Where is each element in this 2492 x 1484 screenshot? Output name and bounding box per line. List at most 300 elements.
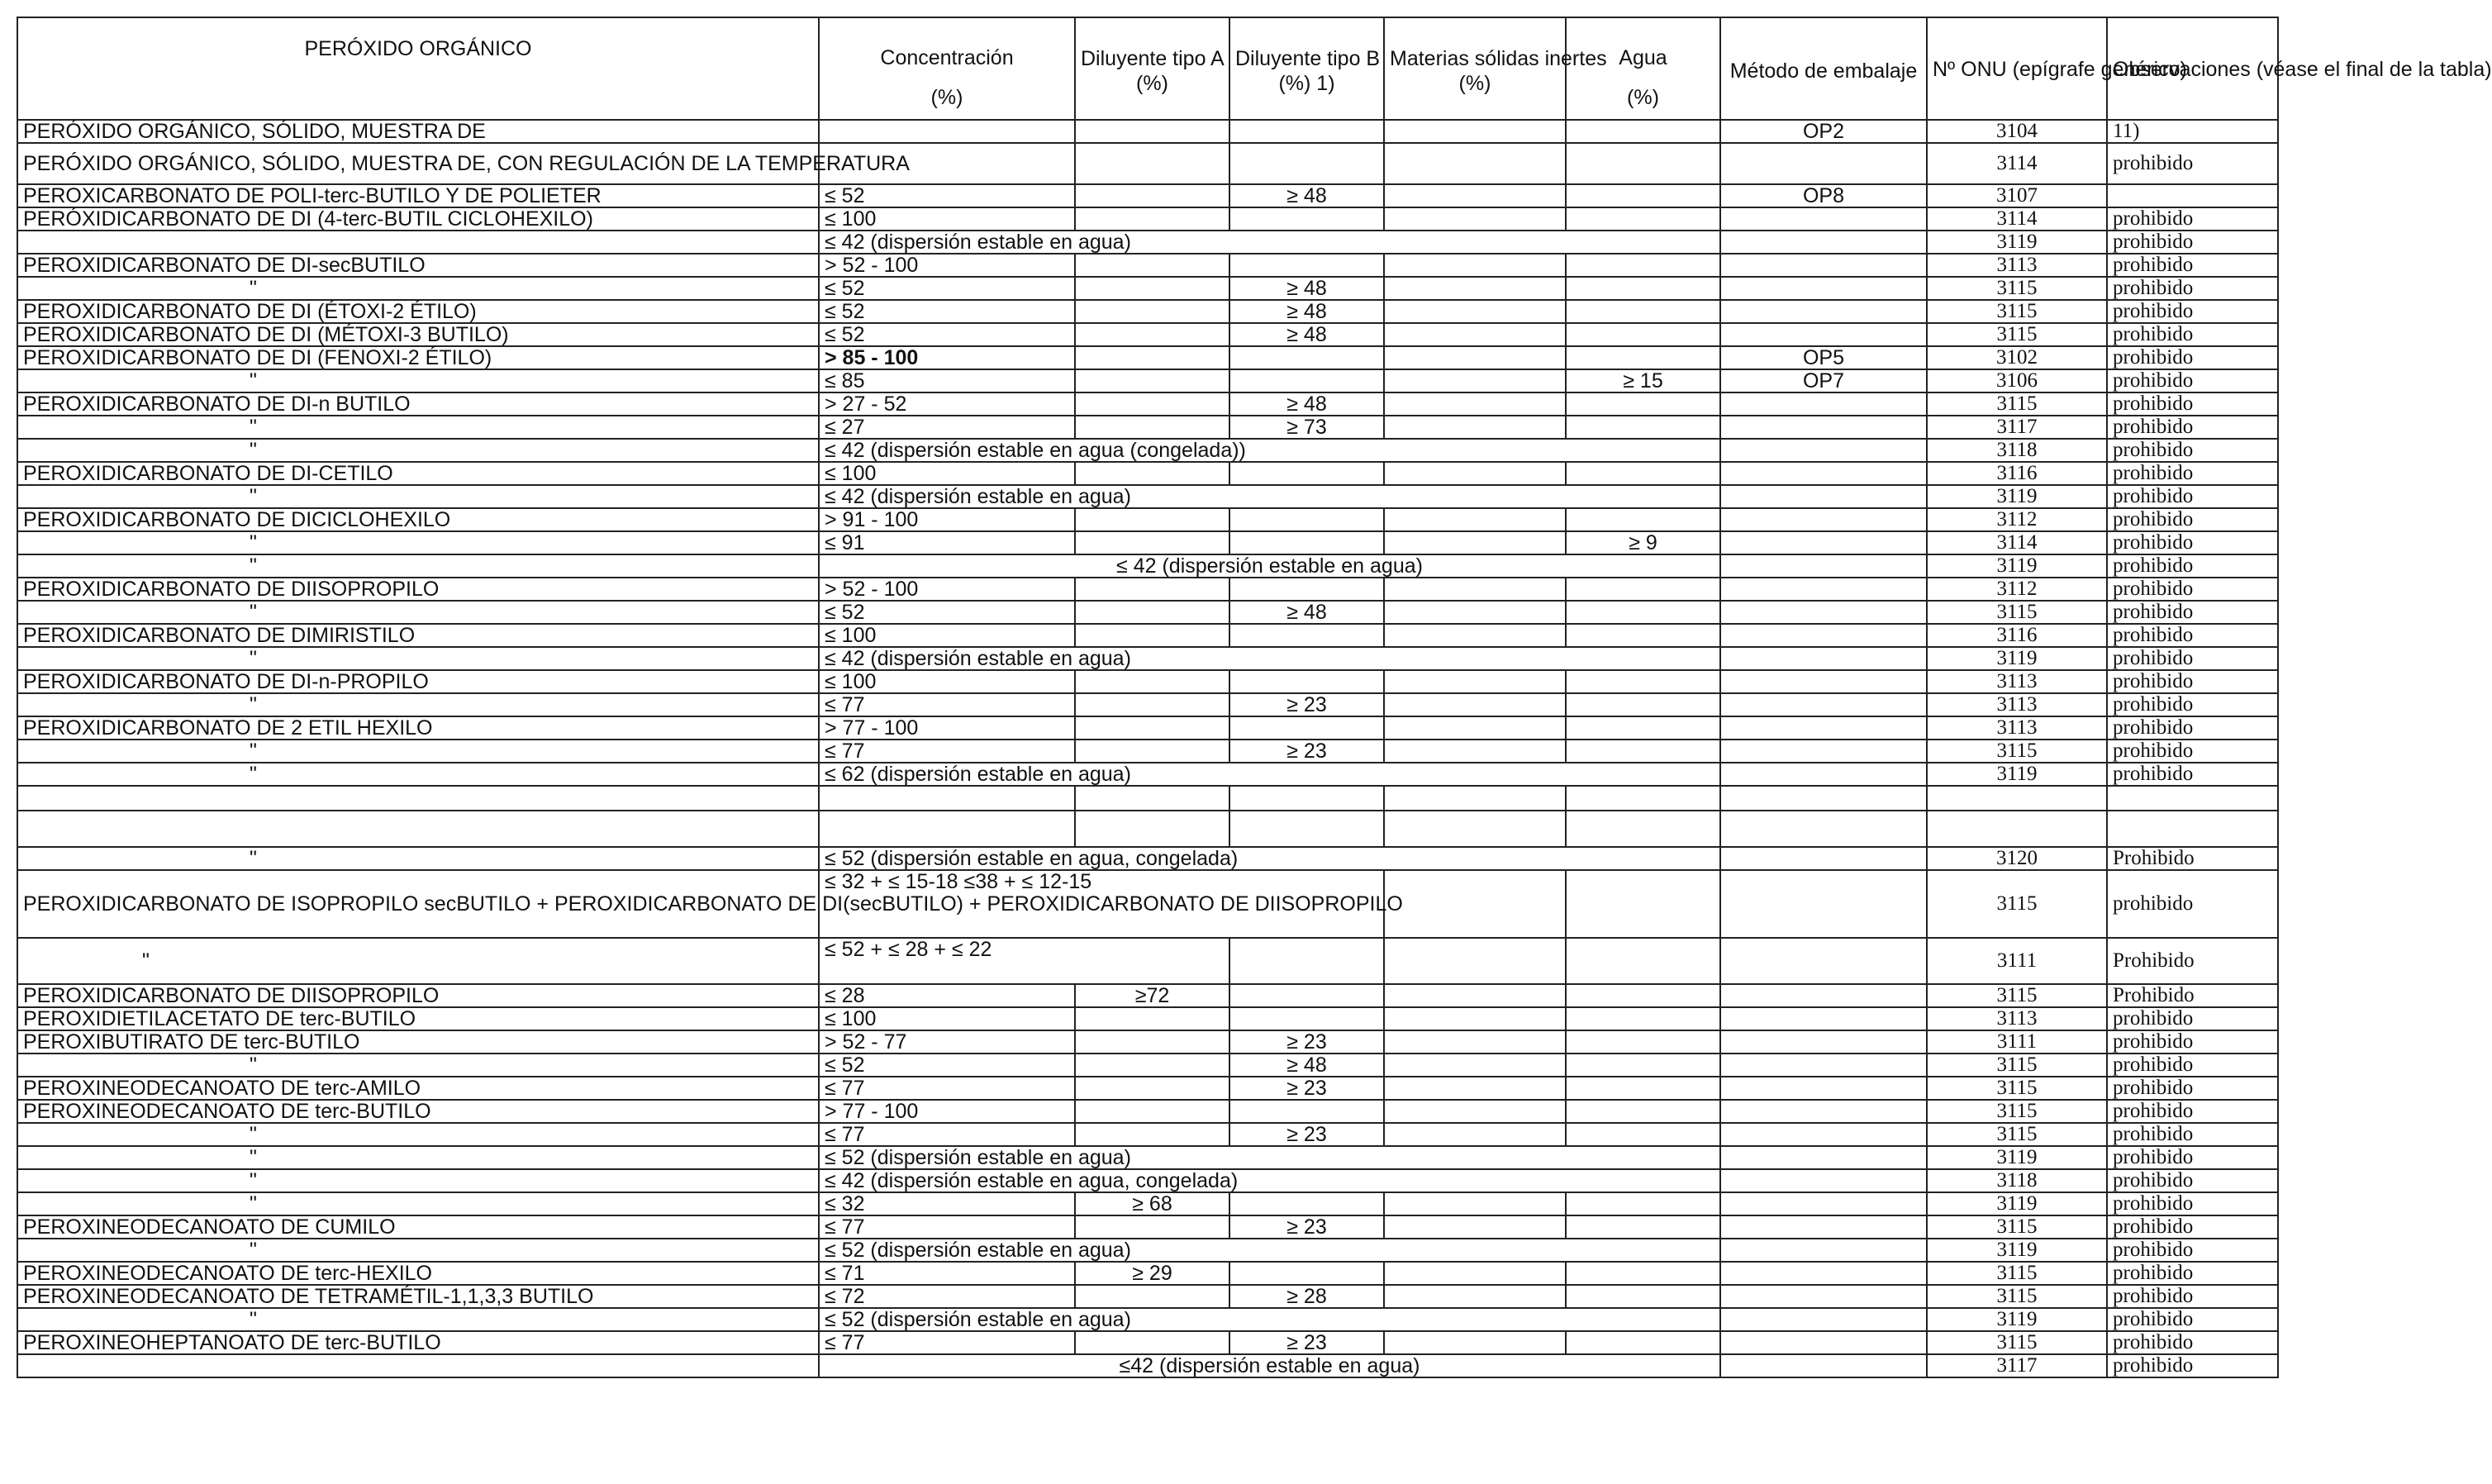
table-row — [17, 624, 2278, 647]
peroxide-name-cell: " — [17, 601, 819, 624]
peroxide-name-cell: " — [17, 763, 819, 786]
un-number-cell: 3119 — [1927, 1192, 2107, 1215]
table-row — [17, 601, 2278, 624]
remarks-cell: prohibido — [2107, 1192, 2278, 1215]
diluent-a-cell — [1075, 120, 1229, 143]
water-cell — [1566, 1123, 1720, 1146]
diluent-a-cell — [1075, 1215, 1229, 1239]
remarks-cell: prohibido — [2107, 1285, 2278, 1308]
concentration-cell: ≤ 42 (dispersión estable en agua) — [819, 554, 1720, 578]
concentration-cell: ≤ 52 — [819, 184, 1075, 207]
peroxide-name-cell: PEROXIBUTIRATO DE terc-BUTILO — [17, 1030, 819, 1054]
concentration-cell: > 52 - 100 — [819, 578, 1075, 601]
inert-solids-cell — [1384, 277, 1566, 300]
inert-solids-cell — [1384, 323, 1566, 346]
un-number-cell: 3115 — [1927, 1215, 2107, 1239]
un-number-cell: 3115 — [1927, 323, 2107, 346]
concentration-cell: ≤ 72 — [819, 1285, 1075, 1308]
remarks-cell: prohibido — [2107, 531, 2278, 554]
concentration-cell — [819, 811, 1075, 847]
header-concentration-label: Concentración — [880, 46, 1014, 69]
diluent-a-cell — [1075, 277, 1229, 300]
un-number-cell: 3120 — [1927, 847, 2107, 870]
un-number-cell: 3104 — [1927, 120, 2107, 143]
peroxide-name-cell: " — [17, 1146, 819, 1169]
table-row — [17, 231, 2278, 254]
header-remarks: Observaciones (véase el final de la tabla) — [2107, 17, 2278, 120]
peroxide-name-cell: " — [17, 1054, 819, 1077]
table-row — [17, 120, 2278, 143]
concentration-cell: ≤ 42 (dispersión estable en agua) — [819, 485, 1720, 508]
remarks-cell: 11) — [2107, 120, 2278, 143]
concentration-cell: > 91 - 100 — [819, 508, 1075, 531]
packing-method-cell — [1720, 485, 1927, 508]
concentration-cell: ≤ 52 (dispersión estable en agua) — [819, 1308, 1720, 1331]
diluent-a-cell — [1075, 323, 1229, 346]
packing-method-cell: OP5 — [1720, 346, 1927, 369]
concentration-cell: ≤ 52 — [819, 601, 1075, 624]
inert-solids-cell — [1384, 462, 1566, 485]
peroxide-name-cell: PEROXIDICARBONATO DE DI-n-PROPILO — [17, 670, 819, 693]
diluent-b-cell: ≥ 73 — [1229, 416, 1384, 439]
diluent-a-cell — [1075, 1054, 1229, 1077]
inert-solids-cell — [1384, 1331, 1566, 1354]
header-inert-solids — [1384, 17, 1607, 120]
remarks-cell: prohibido — [2107, 624, 2278, 647]
inert-solids-cell — [1384, 184, 1566, 207]
header-packing-method: Método de embalaje — [1720, 17, 1927, 120]
peroxide-name-cell: " — [17, 277, 819, 300]
remarks-cell: prohibido — [2107, 346, 2278, 369]
remarks-cell: prohibido — [2107, 1215, 2278, 1239]
peroxide-name-cell: PERÓXIDO ORGÁNICO, SÓLIDO, MUESTRA DE — [17, 120, 819, 143]
inert-solids-cell — [1384, 1054, 1566, 1077]
peroxide-name-cell: " — [17, 740, 819, 763]
table-row — [17, 1146, 2278, 1169]
inert-solids-cell — [1384, 870, 1566, 938]
diluent-b-cell: ≥ 48 — [1229, 392, 1384, 416]
packing-method-cell — [1720, 601, 1927, 624]
inert-solids-cell — [1384, 1077, 1566, 1100]
peroxide-name-cell: PEROXINEODECANOATO DE terc-BUTILO — [17, 1100, 819, 1123]
remarks-cell: prohibido — [2107, 207, 2278, 231]
table-row — [17, 462, 2278, 485]
inert-solids-cell — [1384, 508, 1566, 531]
packing-method-cell — [1720, 870, 1927, 938]
peroxide-name-cell: PEROXIDICARBONATO DE 2 ETIL HEXILO — [17, 716, 819, 740]
diluent-a-cell — [1075, 786, 1229, 811]
diluent-b-cell — [1229, 508, 1384, 531]
diluent-a-cell — [1075, 369, 1229, 392]
concentration-cell: ≤ 71 — [819, 1262, 1075, 1285]
concentration-cell: ≤ 42 (dispersión estable en agua) — [819, 647, 1720, 670]
inert-solids-cell — [1384, 716, 1566, 740]
diluent-b-cell: ≥ 48 — [1229, 1054, 1384, 1077]
diluent-b-cell — [1229, 531, 1384, 554]
inert-solids-cell — [1384, 531, 1566, 554]
water-cell — [1566, 870, 1720, 938]
water-cell — [1566, 1100, 1720, 1123]
diluent-b-cell: ≥ 23 — [1229, 1123, 1384, 1146]
diluent-b-cell — [1229, 346, 1384, 369]
un-number-cell: 3115 — [1927, 300, 2107, 323]
diluent-a-cell — [1075, 207, 1229, 231]
packing-method-cell — [1720, 786, 1927, 811]
diluent-b-cell: ≥ 23 — [1229, 693, 1384, 716]
diluent-b-cell — [1229, 786, 1384, 811]
packing-method-cell — [1720, 1285, 1927, 1308]
un-number-cell: 3113 — [1927, 254, 2107, 277]
water-cell — [1566, 693, 1720, 716]
peroxide-name-cell: " — [17, 485, 819, 508]
peroxide-name-cell: " — [17, 647, 819, 670]
water-cell — [1566, 1331, 1720, 1354]
table-row — [17, 323, 2278, 346]
concentration-cell: ≤ 52 — [819, 300, 1075, 323]
peroxide-name-cell: PEROXIDICARBONATO DE DIISOPROPILO — [17, 578, 819, 601]
peroxide-name-cell: " — [17, 1169, 819, 1192]
un-number-cell: 3119 — [1927, 554, 2107, 578]
un-number-cell: 3115 — [1927, 277, 2107, 300]
header-concentration-unit: (%) — [930, 86, 963, 109]
remarks-cell: prohibido — [2107, 485, 2278, 508]
un-number-cell: 3115 — [1927, 1331, 2107, 1354]
packing-method-cell — [1720, 1354, 1927, 1377]
table-row — [17, 143, 2278, 184]
remarks-cell: prohibido — [2107, 1308, 2278, 1331]
peroxide-name-cell: " — [17, 1192, 819, 1215]
diluent-a-cell — [1075, 531, 1229, 554]
peroxide-name-cell — [17, 231, 819, 254]
packing-method-cell — [1720, 847, 1927, 870]
inert-solids-cell — [1384, 254, 1566, 277]
remarks-cell: prohibido — [2107, 1030, 2278, 1054]
table-row — [17, 485, 2278, 508]
packing-method-cell — [1720, 462, 1927, 485]
inert-solids-cell — [1384, 670, 1566, 693]
diluent-b-cell: ≥ 23 — [1229, 1215, 1384, 1239]
inert-solids-cell — [1384, 416, 1566, 439]
diluent-b-cell — [1229, 369, 1384, 392]
table-row — [17, 439, 2278, 462]
table-row — [17, 392, 2278, 416]
diluent-b-cell — [1229, 938, 1384, 984]
un-number-cell: 3106 — [1927, 369, 2107, 392]
inert-solids-cell — [1384, 300, 1566, 323]
concentration-cell: ≤ 28 — [819, 984, 1075, 1007]
table-row — [17, 870, 2278, 938]
table-row — [17, 716, 2278, 740]
packing-method-cell — [1720, 231, 1927, 254]
remarks-cell: prohibido — [2107, 1054, 2278, 1077]
peroxide-name-cell: PEROXIDICARBONATO DE DIMIRISTILO — [17, 624, 819, 647]
peroxide-name-cell — [17, 811, 819, 847]
remarks-cell: prohibido — [2107, 1239, 2278, 1262]
header-diluent-a-unit: (%) — [1136, 72, 1168, 95]
remarks-cell — [2107, 184, 2278, 207]
packing-method-cell — [1720, 508, 1927, 531]
un-number-cell: 3115 — [1927, 1262, 2107, 1285]
remarks-cell: prohibido — [2107, 670, 2278, 693]
concentration-cell: ≤ 77 — [819, 740, 1075, 763]
inert-solids-cell — [1384, 1215, 1566, 1239]
table-row — [17, 740, 2278, 763]
diluent-a-cell — [1075, 1030, 1229, 1054]
un-number-cell: 3115 — [1927, 1100, 2107, 1123]
packing-method-cell — [1720, 277, 1927, 300]
un-number-cell: 3116 — [1927, 462, 2107, 485]
peroxide-name-cell: PEROXIDICARBONATO DE DICICLOHEXILO — [17, 508, 819, 531]
table-row — [17, 1030, 2278, 1054]
diluent-b-cell — [1229, 143, 1384, 184]
inert-solids-cell — [1384, 143, 1566, 184]
table-row — [17, 369, 2278, 392]
packing-method-cell — [1720, 938, 1927, 984]
table-row — [17, 1077, 2278, 1100]
packing-method-cell — [1720, 578, 1927, 601]
packing-method-cell — [1720, 207, 1927, 231]
water-cell — [1566, 323, 1720, 346]
table-row — [17, 277, 2278, 300]
table-row — [17, 1215, 2278, 1239]
diluent-b-cell: ≥ 28 — [1229, 1285, 1384, 1308]
remarks-cell: prohibido — [2107, 416, 2278, 439]
water-cell — [1566, 716, 1720, 740]
concentration-cell: ≤ 52 (dispersión estable en agua) — [819, 1239, 1720, 1262]
diluent-b-cell: ≥ 48 — [1229, 277, 1384, 300]
packing-method-cell — [1720, 1007, 1927, 1030]
diluent-b-cell — [1229, 670, 1384, 693]
packing-method-cell — [1720, 1100, 1927, 1123]
water-cell — [1566, 1285, 1720, 1308]
diluent-b-cell — [1229, 1100, 1384, 1123]
un-number-cell: 3113 — [1927, 716, 2107, 740]
peroxide-name-cell: PEROXICARBONATO DE POLI-terc-BUTILO Y DE POLIETER — [17, 184, 819, 207]
un-number-cell: 3119 — [1927, 1146, 2107, 1169]
diluent-a-cell: ≥72 — [1075, 984, 1229, 1007]
concentration-cell: ≤ 77 — [819, 1123, 1075, 1146]
water-cell — [1566, 740, 1720, 763]
diluent-a-cell — [1075, 392, 1229, 416]
packing-method-cell — [1720, 1239, 1927, 1262]
diluent-b-cell — [1229, 624, 1384, 647]
concentration-cell: ≤ 62 (dispersión estable en agua) — [819, 763, 1720, 786]
remarks-cell: prohibido — [2107, 740, 2278, 763]
un-number-cell: 3102 — [1927, 346, 2107, 369]
un-number-cell: 3116 — [1927, 624, 2107, 647]
table-row — [17, 531, 2278, 554]
peroxide-name-cell: " — [17, 1123, 819, 1146]
remarks-cell: prohibido — [2107, 462, 2278, 485]
water-cell — [1566, 346, 1720, 369]
inert-solids-cell — [1384, 740, 1566, 763]
inert-solids-cell — [1384, 346, 1566, 369]
remarks-cell: prohibido — [2107, 693, 2278, 716]
remarks-cell: prohibido — [2107, 554, 2278, 578]
un-number-cell: 3112 — [1927, 508, 2107, 531]
diluent-b-cell: ≥ 48 — [1229, 300, 1384, 323]
peroxide-name-cell: PEROXINEODECANOATO DE terc-AMILO — [17, 1077, 819, 1100]
water-cell — [1566, 143, 1720, 184]
packing-method-cell — [1720, 670, 1927, 693]
water-cell — [1566, 184, 1720, 207]
table-row — [17, 984, 2278, 1007]
water-cell — [1566, 811, 1720, 847]
remarks-cell: prohibido — [2107, 1077, 2278, 1100]
diluent-a-cell — [1075, 693, 1229, 716]
remarks-cell: prohibido — [2107, 1007, 2278, 1030]
peroxide-name-cell — [17, 1354, 819, 1377]
table-header — [17, 17, 2492, 120]
peroxide-name-cell: PEROXIDICARBONATO DE DIISOPROPILO — [17, 984, 819, 1007]
table-row — [17, 811, 2278, 847]
header-un-number: Nº ONU (epígrafe genérico) — [1927, 17, 2107, 120]
un-number-cell: 3115 — [1927, 870, 2107, 938]
diluent-b-cell — [1229, 1262, 1384, 1285]
peroxide-name-cell: PEROXIDICARBONATO DE DI (ÉTOXI-2 ÉTILO) — [17, 300, 819, 323]
water-cell — [1566, 416, 1720, 439]
concentration-cell: ≤ 77 — [819, 1331, 1075, 1354]
diluent-a-cell — [1075, 416, 1229, 439]
diluent-a-cell: ≥ 68 — [1075, 1192, 1229, 1215]
remarks-cell — [2107, 811, 2278, 847]
remarks-cell: Prohibido — [2107, 938, 2278, 984]
water-cell — [1566, 207, 1720, 231]
diluent-b-cell — [1229, 462, 1384, 485]
un-number-cell: 3115 — [1927, 1285, 2107, 1308]
concentration-cell — [819, 120, 1075, 143]
packing-method-cell: OP7 — [1720, 369, 1927, 392]
packing-method-cell — [1720, 647, 1927, 670]
table-row — [17, 1123, 2278, 1146]
packing-method-cell — [1720, 984, 1927, 1007]
un-number-cell: 3113 — [1927, 670, 2107, 693]
packing-method-cell — [1720, 416, 1927, 439]
packing-method-cell — [1720, 254, 1927, 277]
un-number-cell: 3115 — [1927, 392, 2107, 416]
diluent-b-cell: ≥ 48 — [1229, 601, 1384, 624]
header-diluent-a-label: Diluyente tipo A — [1081, 47, 1225, 70]
remarks-cell: prohibido — [2107, 300, 2278, 323]
concentration-cell: ≤ 42 (dispersión estable en agua, congelada) — [819, 1169, 1720, 1192]
peroxide-name-cell: " — [17, 938, 819, 984]
concentration-cell: ≤ 52 — [819, 1054, 1075, 1077]
table-row — [17, 1192, 2278, 1215]
inert-solids-cell — [1384, 392, 1566, 416]
concentration-cell: ≤42 (dispersión estable en agua) — [819, 1354, 1720, 1377]
packing-method-cell — [1720, 1262, 1927, 1285]
water-cell — [1566, 670, 1720, 693]
packing-method-cell: OP2 — [1720, 120, 1927, 143]
water-cell — [1566, 277, 1720, 300]
diluent-a-cell — [1075, 300, 1229, 323]
water-cell: ≥ 9 — [1566, 531, 1720, 554]
packing-method-cell — [1720, 693, 1927, 716]
diluent-b-cell — [1229, 1007, 1384, 1030]
water-cell — [1566, 624, 1720, 647]
diluent-b-cell — [1229, 120, 1384, 143]
diluent-a-cell — [1075, 462, 1229, 485]
remarks-cell: prohibido — [2107, 1262, 2278, 1285]
diluent-a-cell — [1075, 670, 1229, 693]
un-number-cell — [1927, 786, 2107, 811]
packing-method-cell — [1720, 1169, 1927, 1192]
peroxide-name-cell: " — [17, 1308, 819, 1331]
remarks-cell: prohibido — [2107, 277, 2278, 300]
remarks-cell: prohibido — [2107, 1331, 2278, 1354]
diluent-a-cell — [1075, 1123, 1229, 1146]
un-number-cell: 3119 — [1927, 231, 2107, 254]
remarks-cell: prohibido — [2107, 1100, 2278, 1123]
un-number-cell: 3114 — [1927, 531, 2107, 554]
diluent-a-cell — [1075, 184, 1229, 207]
packing-method-cell — [1720, 740, 1927, 763]
table-row — [17, 693, 2278, 716]
inert-solids-cell — [1384, 1262, 1566, 1285]
peroxide-name-cell: PEROXIDICARBONATO DE DI-CETILO — [17, 462, 819, 485]
remarks-cell: Prohibido — [2107, 984, 2278, 1007]
peroxide-name-cell: " — [17, 439, 819, 462]
packing-method-cell: OP8 — [1720, 184, 1927, 207]
un-number-cell: 3117 — [1927, 1354, 2107, 1377]
water-cell — [1566, 1215, 1720, 1239]
remarks-cell — [2107, 786, 2278, 811]
un-number-cell: 3114 — [1927, 143, 2107, 184]
table-row — [17, 647, 2278, 670]
remarks-cell: prohibido — [2107, 439, 2278, 462]
organic-peroxides-table — [17, 17, 2492, 1378]
table-row — [17, 1007, 2278, 1030]
inert-solids-cell — [1384, 1192, 1566, 1215]
un-number-cell: 3115 — [1927, 601, 2107, 624]
diluent-b-cell — [1229, 1192, 1384, 1215]
table-row — [17, 847, 2278, 870]
peroxide-name-cell: " — [17, 554, 819, 578]
diluent-a-cell — [1075, 254, 1229, 277]
concentration-cell: ≤ 100 — [819, 462, 1075, 485]
peroxide-name-cell: PEROXINEODECANOATO DE CUMILO — [17, 1215, 819, 1239]
diluent-a-cell — [1075, 578, 1229, 601]
un-number-cell: 3119 — [1927, 763, 2107, 786]
un-number-cell: 3115 — [1927, 1054, 2107, 1077]
packing-method-cell — [1720, 716, 1927, 740]
un-number-cell: 3113 — [1927, 1007, 2107, 1030]
packing-method-cell — [1720, 439, 1927, 462]
header-water-label: Agua — [1619, 46, 1667, 69]
peroxide-name-cell: " — [17, 693, 819, 716]
water-cell — [1566, 1262, 1720, 1285]
water-cell: ≥ 15 — [1566, 369, 1720, 392]
un-number-cell: 3119 — [1927, 1239, 2107, 1262]
table-row — [17, 508, 2278, 531]
inert-solids-cell — [1384, 1100, 1566, 1123]
inert-solids-cell — [1384, 624, 1566, 647]
water-cell — [1566, 254, 1720, 277]
table-row — [17, 184, 2278, 207]
remarks-cell: prohibido — [2107, 508, 2278, 531]
diluent-a-cell — [1075, 811, 1229, 847]
packing-method-cell — [1720, 1215, 1927, 1239]
inert-solids-cell — [1384, 1007, 1566, 1030]
peroxide-name-cell: PEROXINEOHEPTANOATO DE terc-BUTILO — [17, 1331, 819, 1354]
inert-solids-cell — [1384, 578, 1566, 601]
concentration-cell: ≤ 52 — [819, 323, 1075, 346]
diluent-a-cell — [1075, 1007, 1229, 1030]
water-cell — [1566, 1192, 1720, 1215]
concentration-cell: ≤ 42 (dispersión estable en agua) — [819, 231, 1720, 254]
un-number-cell: 3119 — [1927, 1308, 2107, 1331]
un-number-cell: 3111 — [1927, 1030, 2107, 1054]
